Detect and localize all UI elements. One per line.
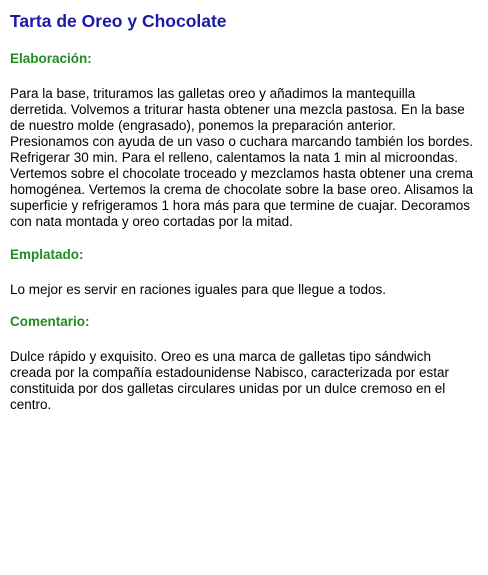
page-title: Tarta de Oreo y Chocolate — [10, 11, 227, 31]
section-heading-comentario: Comentario: — [10, 314, 90, 329]
section-text-comentario: Dulce rápido y exquisito. Oreo es una marca de galletas tipo sándwich creada por la compañía estadounidense Nabisco, caracterizada por estar constituida por dos galletas circulares unidas por un dulce cremoso en el centro. — [10, 349, 450, 412]
section-heading-emplatado: Emplatado: — [10, 247, 84, 262]
section-text-elaboracion: Para la base, trituramos las galletas oreo y añadimos la mantequilla derretida. Volvemos a triturar hasta obtener una mezcla pastosa. En la base de nuestro molde (engrasado), ponemos la preparación anterior. Presionamos con ayuda de un vaso o cuchara marcando también los bordes. Refrigerar 30 min. Para el relleno, calentamos la nata 1 min al microondas. Vertemos sobre el chocolate troceado y mezclamos hasta obtener una crema homogénea. Vertemos la crema de chocolate sobre la base oreo. Alisamos la superficie y refrigeramos 1 hora más para que termine de cuajar. Decoramos con nata montada y oreo cortadas por la mitad. — [10, 86, 474, 229]
section-text-emplatado: Lo mejor es servir en raciones iguales para que llegue a todos. — [10, 282, 386, 297]
recipe-page — [10, 9, 475, 413]
section-heading-elaboracion: Elaboración: — [10, 51, 92, 66]
